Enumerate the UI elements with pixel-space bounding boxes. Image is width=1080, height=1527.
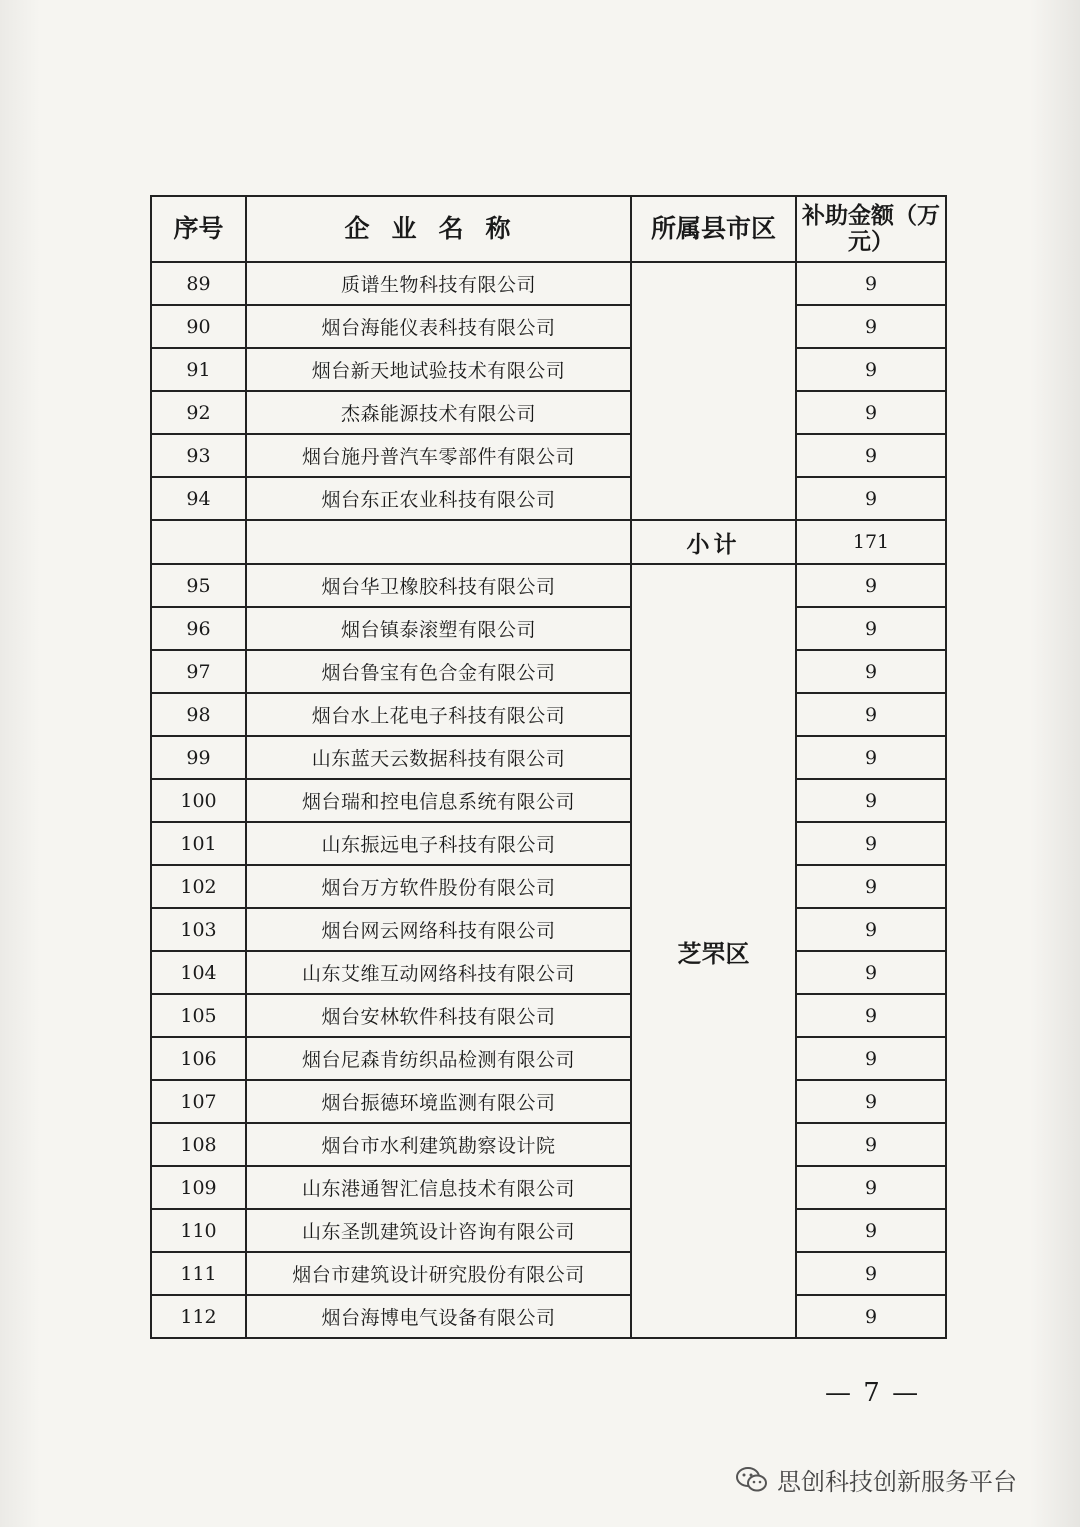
header-seq: 序号 xyxy=(151,196,246,262)
subtotal-seq-blank xyxy=(151,520,246,564)
row-company-name: 烟台水上花电子科技有限公司 xyxy=(246,693,631,736)
row-company-name: 烟台万方软件股份有限公司 xyxy=(246,865,631,908)
row-seq: 97 xyxy=(151,650,246,693)
table-row xyxy=(151,1252,946,1295)
row-district-blank xyxy=(631,262,796,520)
row-amount: 9 xyxy=(796,822,946,865)
table-header-row xyxy=(151,196,946,262)
watermark-text: 思创科技创新服务平台 xyxy=(777,1468,1017,1496)
row-company-name: 山东圣凯建筑设计咨询有限公司 xyxy=(246,1209,631,1252)
subtotal-amount: 171 xyxy=(796,520,946,564)
row-amount: 9 xyxy=(796,650,946,693)
header-amount: 补助金额（万元） xyxy=(796,196,946,262)
row-seq: 110 xyxy=(151,1209,246,1252)
table-row xyxy=(151,779,946,822)
row-amount: 9 xyxy=(796,1252,946,1295)
table-row xyxy=(151,1037,946,1080)
row-company-name: 山东艾维互动网络科技有限公司 xyxy=(246,951,631,994)
table-row xyxy=(151,951,946,994)
row-seq: 95 xyxy=(151,564,246,607)
row-company-name: 山东振远电子科技有限公司 xyxy=(246,822,631,865)
table-row xyxy=(151,434,946,477)
row-amount: 9 xyxy=(796,779,946,822)
row-amount: 9 xyxy=(796,994,946,1037)
row-seq: 96 xyxy=(151,607,246,650)
table-row xyxy=(151,1209,946,1252)
subtotal-name-blank xyxy=(246,520,631,564)
row-amount: 9 xyxy=(796,865,946,908)
row-amount: 9 xyxy=(796,434,946,477)
header-name: 企业名称 xyxy=(246,196,631,262)
row-company-name: 山东港通智汇信息技术有限公司 xyxy=(246,1166,631,1209)
row-amount: 9 xyxy=(796,1166,946,1209)
row-company-name: 烟台华卫橡胶科技有限公司 xyxy=(246,564,631,607)
table-row xyxy=(151,1080,946,1123)
row-amount: 9 xyxy=(796,908,946,951)
row-company-name: 烟台新天地试验技术有限公司 xyxy=(246,348,631,391)
row-company-name: 烟台施丹普汽车零部件有限公司 xyxy=(246,434,631,477)
row-seq: 107 xyxy=(151,1080,246,1123)
row-amount: 9 xyxy=(796,348,946,391)
table-row xyxy=(151,391,946,434)
table-row xyxy=(151,305,946,348)
row-company-name: 烟台海能仪表科技有限公司 xyxy=(246,305,631,348)
table-row xyxy=(151,908,946,951)
row-amount: 9 xyxy=(796,1123,946,1166)
table-body xyxy=(151,262,946,1338)
row-amount: 9 xyxy=(796,1295,946,1338)
table-row xyxy=(151,994,946,1037)
row-amount: 9 xyxy=(796,1080,946,1123)
subtotal-row xyxy=(151,520,946,564)
row-seq: 106 xyxy=(151,1037,246,1080)
row-company-name: 杰森能源技术有限公司 xyxy=(246,391,631,434)
row-company-name: 山东蓝天云数据科技有限公司 xyxy=(246,736,631,779)
table-row xyxy=(151,736,946,779)
table-row xyxy=(151,564,946,607)
row-seq: 109 xyxy=(151,1166,246,1209)
row-company-name: 烟台瑞和控电信息系统有限公司 xyxy=(246,779,631,822)
row-seq: 112 xyxy=(151,1295,246,1338)
wechat-icon xyxy=(735,1466,769,1494)
table-row xyxy=(151,865,946,908)
row-seq: 100 xyxy=(151,779,246,822)
table-row xyxy=(151,1123,946,1166)
table-row xyxy=(151,693,946,736)
row-amount: 9 xyxy=(796,607,946,650)
table-row xyxy=(151,1295,946,1338)
watermark xyxy=(735,1462,1017,1497)
row-seq: 111 xyxy=(151,1252,246,1295)
row-amount: 9 xyxy=(796,736,946,779)
row-company-name: 质谱生物科技有限公司 xyxy=(246,262,631,305)
row-company-name: 烟台鲁宝有色合金有限公司 xyxy=(246,650,631,693)
row-seq: 91 xyxy=(151,348,246,391)
table-row xyxy=(151,477,946,520)
row-amount: 9 xyxy=(796,262,946,305)
table-row xyxy=(151,822,946,865)
row-seq: 102 xyxy=(151,865,246,908)
row-amount: 9 xyxy=(796,305,946,348)
row-company-name: 烟台尼森肯纺织品检测有限公司 xyxy=(246,1037,631,1080)
row-seq: 103 xyxy=(151,908,246,951)
page-number: — 7 — xyxy=(825,1378,921,1408)
table-row xyxy=(151,348,946,391)
row-company-name: 烟台海博电气设备有限公司 xyxy=(246,1295,631,1338)
row-amount: 9 xyxy=(796,564,946,607)
header-district: 所属县市区 xyxy=(631,196,796,262)
row-amount: 9 xyxy=(796,693,946,736)
subtotal-label: 小计 xyxy=(631,520,796,564)
table-row xyxy=(151,650,946,693)
row-seq: 104 xyxy=(151,951,246,994)
table-row xyxy=(151,262,946,305)
row-seq: 99 xyxy=(151,736,246,779)
row-seq: 108 xyxy=(151,1123,246,1166)
row-district: 芝罘区 xyxy=(631,564,796,1338)
row-seq: 93 xyxy=(151,434,246,477)
row-seq: 92 xyxy=(151,391,246,434)
table-row xyxy=(151,1166,946,1209)
row-company-name: 烟台市建筑设计研究股份有限公司 xyxy=(246,1252,631,1295)
row-seq: 90 xyxy=(151,305,246,348)
table-row xyxy=(151,607,946,650)
subsidy-table xyxy=(150,195,947,1339)
row-company-name: 烟台东正农业科技有限公司 xyxy=(246,477,631,520)
row-amount: 9 xyxy=(796,1209,946,1252)
row-amount: 9 xyxy=(796,1037,946,1080)
row-seq: 98 xyxy=(151,693,246,736)
row-company-name: 烟台安林软件科技有限公司 xyxy=(246,994,631,1037)
row-company-name: 烟台市水利建筑勘察设计院 xyxy=(246,1123,631,1166)
row-amount: 9 xyxy=(796,951,946,994)
row-company-name: 烟台网云网络科技有限公司 xyxy=(246,908,631,951)
row-seq: 94 xyxy=(151,477,246,520)
row-seq: 101 xyxy=(151,822,246,865)
row-amount: 9 xyxy=(796,477,946,520)
row-seq: 89 xyxy=(151,262,246,305)
row-company-name: 烟台振德环境监测有限公司 xyxy=(246,1080,631,1123)
row-amount: 9 xyxy=(796,391,946,434)
row-company-name: 烟台镇泰滚塑有限公司 xyxy=(246,607,631,650)
row-seq: 105 xyxy=(151,994,246,1037)
